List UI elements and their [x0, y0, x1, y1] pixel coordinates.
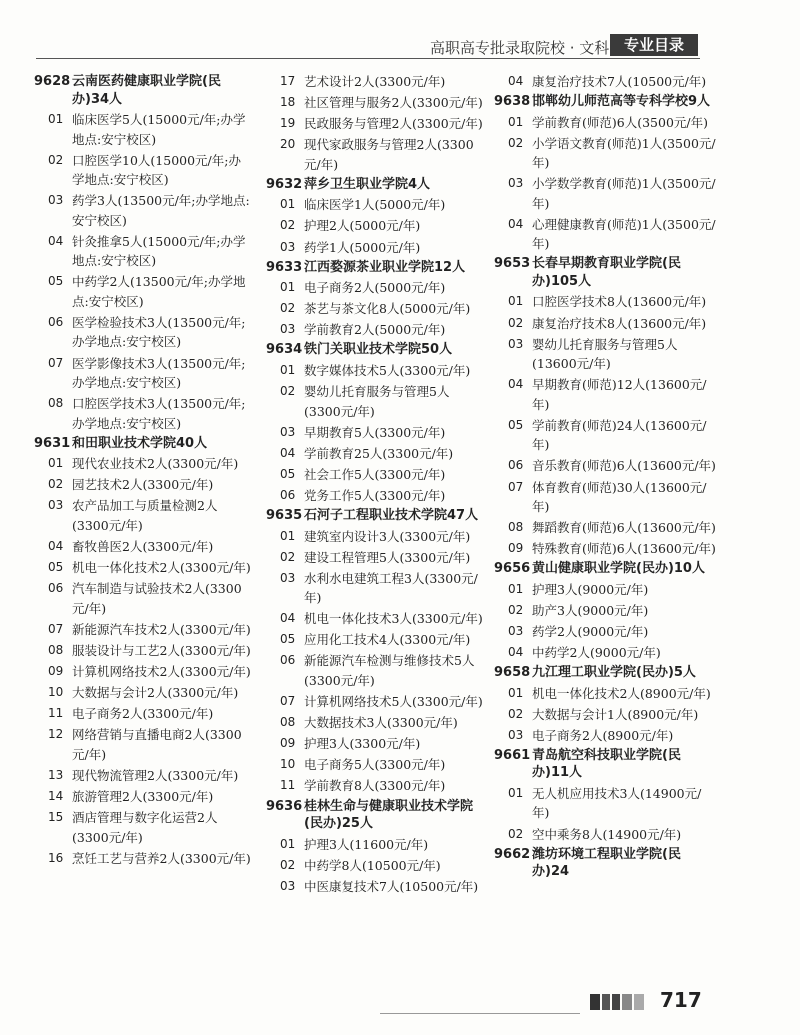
major-item	[266, 486, 484, 506]
school-heading	[266, 507, 484, 525]
major-number: 05	[280, 632, 296, 647]
major-item	[34, 313, 252, 352]
major-item	[34, 354, 252, 393]
major-item	[494, 478, 716, 517]
major-number: 01	[280, 362, 296, 377]
major-number: 04	[48, 233, 64, 248]
major-number: 03	[280, 322, 296, 337]
school-name: 和田职业技术学院40人	[72, 435, 208, 451]
major-number: 05	[280, 466, 296, 481]
major-number: 04	[508, 645, 524, 660]
major-item	[266, 734, 484, 754]
major-item	[34, 725, 252, 764]
major-number: 13	[48, 767, 64, 782]
major-number: 07	[280, 694, 296, 709]
footer-bar	[622, 994, 632, 1010]
major-text: 学前教育(师范)6人(3500元/年)	[532, 114, 708, 130]
major-number: 05	[48, 274, 64, 289]
major-number: 05	[508, 417, 524, 432]
school-name: 潍坊环境工程职业学院(民办)24	[532, 846, 681, 880]
major-number: 20	[280, 137, 296, 152]
major-item	[266, 755, 484, 775]
major-item	[494, 335, 716, 374]
major-text: 口腔医学技术3人(13500元/年;办学地点:安宁校区)	[72, 396, 246, 431]
footer-bar	[602, 994, 610, 1010]
school-code: 9634	[266, 342, 303, 358]
major-text: 小学数学教育(师范)1人(3500元/年)	[532, 176, 716, 211]
major-number: 03	[280, 570, 296, 585]
major-text: 体育教育(师范)30人(13600元/年)	[532, 479, 707, 515]
major-text: 党务工作5人(3300元/年)	[304, 487, 446, 503]
major-item	[266, 548, 484, 568]
major-number: 02	[280, 857, 296, 872]
school-heading	[266, 176, 484, 194]
major-number: 15	[48, 810, 64, 825]
major-number: 04	[508, 377, 524, 392]
major-number: 03	[280, 878, 296, 893]
major-number: 02	[508, 602, 524, 617]
major-number: 08	[48, 642, 64, 657]
school-name: 云南医药健康职业学院(民办)34人	[72, 74, 221, 107]
school-name: 江西婺源茶业职业学院12人	[304, 259, 466, 275]
major-text: 新能源汽车检测与维修技术5人(3300元/年)	[304, 653, 475, 688]
school-name: 九江理工职业学院(民办)5人	[532, 665, 696, 681]
major-text: 中医康复技术7人(10500元/年)	[304, 878, 479, 894]
major-text: 园艺技术2人(3300元/年)	[72, 477, 214, 493]
major-text: 机电一体化技术2人(3300元/年)	[72, 560, 251, 576]
major-item	[34, 232, 252, 271]
major-text: 现代物流管理2人(3300元/年)	[72, 767, 239, 783]
school-heading	[266, 798, 484, 833]
major-number: 09	[508, 541, 524, 556]
major-text: 旅游管理2人(3300元/年)	[72, 788, 214, 804]
major-text: 小学语文教育(师范)1人(3500元/年)	[532, 135, 716, 171]
major-item	[266, 216, 484, 236]
major-text: 无人机应用技术3人(14900元/年)	[532, 785, 702, 821]
major-item	[266, 651, 484, 690]
page-number: 717	[660, 988, 702, 1012]
major-text: 护理2人(5000元/年)	[304, 218, 421, 234]
major-item	[494, 580, 716, 600]
major-text: 民政服务与管理2人(3300元/年)	[304, 116, 483, 132]
major-number: 01	[48, 456, 64, 471]
major-item	[494, 684, 716, 704]
major-text: 应用化工技术4人(3300元/年)	[304, 632, 471, 648]
major-number: 02	[508, 706, 524, 721]
major-text: 护理3人(11600元/年)	[304, 836, 429, 852]
major-item	[34, 191, 252, 230]
major-number: 03	[280, 239, 296, 254]
school-code: 9632	[266, 176, 303, 192]
major-text: 口腔医学10人(15000元/年;办学地点:安宁校区)	[72, 152, 241, 188]
major-item	[34, 662, 252, 682]
major-number: 01	[508, 581, 524, 596]
major-text: 药学3人(13500元/年;办学地点:安宁校区)	[72, 193, 250, 228]
major-text: 新能源汽车技术2人(3300元/年)	[72, 621, 251, 637]
school-name: 黄山健康职业学院(民办)10人	[532, 561, 705, 577]
major-item	[266, 465, 484, 485]
major-text: 建设工程管理5人(3300元/年)	[304, 549, 471, 565]
major-text: 音乐教育(师范)6人(13600元/年)	[532, 458, 716, 474]
major-text: 康复治疗技术8人(13600元/年)	[532, 315, 707, 331]
major-item	[266, 382, 484, 421]
major-number: 01	[508, 785, 524, 800]
major-text: 机电一体化技术3人(3300元/年)	[304, 611, 483, 627]
school-code: 9638	[494, 94, 531, 110]
major-number: 04	[280, 445, 296, 460]
major-number: 02	[280, 549, 296, 564]
major-number: 03	[508, 624, 524, 638]
major-number: 05	[48, 560, 64, 575]
major-text: 早期教育5人(3300元/年)	[304, 424, 446, 440]
major-item	[266, 135, 484, 174]
major-number: 06	[508, 458, 524, 473]
school-code: 9656	[494, 561, 531, 577]
major-item	[494, 601, 716, 621]
major-text: 药学2人(9000元/年)	[532, 624, 649, 639]
major-text: 中药学2人(9000元/年)	[532, 645, 661, 661]
major-item	[266, 569, 484, 608]
major-number: 08	[48, 396, 64, 411]
major-number: 12	[48, 727, 64, 742]
major-item	[494, 416, 716, 455]
major-text: 大数据技术3人(3300元/年)	[304, 715, 458, 731]
major-item	[34, 394, 252, 433]
major-text: 艺术设计2人(3300元/年)	[304, 74, 446, 89]
school-heading	[494, 747, 716, 782]
major-item	[266, 320, 484, 340]
major-text: 大数据与会计1人(8900元/年)	[532, 706, 699, 722]
school-heading	[494, 560, 716, 578]
major-number: 04	[508, 216, 524, 231]
major-item	[494, 134, 716, 173]
major-text: 网络营销与直播电商2人(3300元/年)	[72, 727, 242, 762]
major-number: 07	[508, 479, 524, 494]
section-tag: 专业目录	[610, 34, 698, 56]
major-text: 婴幼儿托育服务与管理5人(3300元/年)	[304, 384, 450, 419]
major-item	[494, 72, 716, 92]
school-heading	[266, 341, 484, 359]
major-text: 口腔医学技术8人(13600元/年)	[532, 294, 707, 310]
major-number: 04	[48, 539, 64, 554]
school-code: 9662	[494, 846, 531, 862]
major-number: 10	[48, 685, 64, 700]
major-text: 学前教育2人(5000元/年)	[304, 322, 446, 338]
major-item	[34, 641, 252, 661]
major-item	[34, 787, 252, 807]
major-number: 01	[508, 294, 524, 309]
major-text: 临床医学5人(15000元/年;办学地点:安宁校区)	[72, 112, 246, 147]
school-name: 青岛航空科技职业学院(民办)11人	[532, 747, 681, 781]
major-item	[34, 579, 252, 618]
major-text: 汽车制造与试验技术2人(3300元/年)	[72, 581, 242, 616]
major-item	[266, 609, 484, 629]
school-name: 桂林生命与健康职业技术学院(民办)25人	[304, 798, 474, 832]
major-item	[34, 110, 252, 149]
major-item	[494, 456, 716, 476]
major-text: 中药学8人(10500元/年)	[304, 857, 441, 873]
school-heading	[494, 664, 716, 682]
column-left	[34, 72, 252, 870]
major-number: 03	[508, 336, 524, 351]
major-item	[494, 215, 716, 254]
major-item	[266, 713, 484, 733]
major-text: 水利水电建筑工程3人(3300元/年)	[304, 570, 478, 606]
major-text: 助产3人(9000元/年)	[532, 602, 649, 618]
major-item	[34, 537, 252, 557]
major-number: 08	[508, 520, 524, 535]
major-number: 02	[280, 218, 296, 233]
major-text: 药学1人(5000元/年)	[304, 239, 421, 255]
major-text: 医学影像技术3人(13500元/年;办学地点:安宁校区)	[72, 355, 246, 391]
major-number: 18	[280, 95, 296, 110]
major-number: 02	[280, 384, 296, 399]
major-number: 02	[508, 315, 524, 330]
header-rule	[36, 58, 700, 59]
major-text: 电子商务5人(3300元/年)	[304, 757, 446, 773]
major-item	[34, 272, 252, 311]
major-text: 护理3人(3300元/年)	[304, 736, 421, 752]
major-item	[34, 704, 252, 724]
school-code: 9653	[494, 256, 531, 272]
major-item	[266, 877, 484, 897]
major-number: 03	[508, 727, 524, 742]
major-item	[34, 454, 252, 474]
major-text: 康复治疗技术7人(10500元/年)	[532, 74, 707, 89]
footer-bar	[634, 994, 644, 1010]
major-text: 早期教育(师范)12人(13600元/年)	[532, 377, 707, 412]
major-item	[494, 539, 716, 559]
major-item	[34, 496, 252, 535]
major-item	[266, 630, 484, 650]
major-number: 06	[48, 581, 64, 596]
major-number: 02	[508, 135, 524, 150]
major-number: 06	[280, 487, 296, 502]
major-number: 01	[508, 685, 524, 700]
major-item	[266, 835, 484, 855]
major-text: 烹饪工艺与营养2人(3300元/年)	[72, 850, 251, 866]
school-heading	[34, 435, 252, 453]
major-text: 婴幼儿托育服务与管理5人(13600元/年)	[532, 336, 678, 372]
major-item	[494, 622, 716, 642]
major-text: 空中乘务8人(14900元/年)	[532, 826, 682, 842]
major-item	[34, 475, 252, 495]
major-number: 01	[508, 114, 524, 129]
major-item	[34, 558, 252, 578]
school-name: 铁门关职业技术学院50人	[304, 342, 453, 358]
major-text: 服装设计与工艺2人(3300元/年)	[72, 642, 251, 658]
major-text: 计算机网络技术5人(3300元/年)	[304, 694, 483, 710]
major-text: 大数据与会计2人(3300元/年)	[72, 685, 239, 701]
major-number: 03	[48, 498, 64, 513]
column-right	[494, 72, 716, 883]
major-text: 社区管理与服务2人(3300元/年)	[304, 95, 483, 111]
major-item	[34, 683, 252, 703]
school-code: 9633	[266, 259, 303, 275]
major-number: 11	[48, 706, 64, 721]
major-item	[266, 93, 484, 113]
school-heading	[34, 73, 252, 108]
major-text: 学前教育(师范)24人(13600元/年)	[532, 417, 707, 453]
school-heading	[494, 93, 716, 111]
major-item	[494, 784, 716, 823]
major-item	[266, 361, 484, 381]
major-text: 护理3人(9000元/年)	[532, 581, 649, 597]
major-text: 数字媒体技术5人(3300元/年)	[304, 362, 471, 378]
school-heading	[494, 846, 716, 881]
major-number: 02	[48, 477, 64, 492]
school-code: 9628	[34, 74, 71, 89]
major-number: 06	[48, 314, 64, 329]
school-code: 9635	[266, 508, 303, 523]
major-text: 临床医学1人(5000元/年)	[304, 197, 446, 213]
major-item	[34, 766, 252, 786]
major-item	[494, 705, 716, 725]
major-number: 02	[280, 301, 296, 316]
major-item	[266, 299, 484, 319]
major-number: 02	[508, 826, 524, 841]
major-item	[494, 825, 716, 845]
major-text: 针灸推拿5人(15000元/年;办学地点:安宁校区)	[72, 233, 246, 269]
major-item	[494, 314, 716, 334]
major-item	[266, 856, 484, 876]
column-middle	[266, 72, 484, 898]
school-code: 9661	[494, 747, 531, 763]
major-text: 社会工作5人(3300元/年)	[304, 466, 446, 482]
major-item	[494, 518, 716, 538]
major-number: 04	[280, 611, 296, 626]
major-item	[266, 278, 484, 298]
major-number: 01	[280, 197, 296, 212]
major-item	[34, 808, 252, 847]
major-item	[266, 72, 484, 92]
school-code: 9658	[494, 665, 531, 681]
school-name: 石河子工程职业技术学院47人	[304, 508, 479, 523]
school-heading	[266, 259, 484, 277]
major-text: 学前教育25人(3300元/年)	[304, 445, 454, 461]
major-number: 01	[280, 836, 296, 851]
major-text: 建筑室内设计3人(3300元/年)	[304, 528, 471, 544]
footer-rule	[380, 1013, 580, 1014]
major-item	[266, 195, 484, 215]
footer-bar	[612, 994, 620, 1010]
major-text: 现代家政服务与管理2人(3300元/年)	[304, 137, 474, 172]
major-item	[494, 643, 716, 663]
major-number: 01	[48, 112, 64, 126]
major-text: 学前教育8人(3300元/年)	[304, 778, 446, 794]
major-text: 畜牧兽医2人(3300元/年)	[72, 539, 214, 555]
major-number: 09	[280, 736, 296, 751]
major-item	[494, 174, 716, 213]
major-number: 06	[280, 653, 296, 668]
major-text: 舞蹈教育(师范)6人(13600元/年)	[532, 520, 716, 536]
major-item	[266, 444, 484, 464]
major-number: 09	[48, 664, 64, 678]
major-item	[494, 292, 716, 312]
major-number: 16	[48, 850, 64, 865]
major-number: 02	[48, 152, 64, 167]
major-text: 茶艺与茶文化8人(5000元/年)	[304, 301, 471, 317]
major-number: 10	[280, 757, 296, 772]
major-text: 现代农业技术2人(3300元/年)	[72, 456, 239, 472]
major-item	[34, 620, 252, 640]
major-number: 07	[48, 621, 64, 636]
major-text: 电子商务2人(3300元/年)	[72, 706, 214, 722]
major-item	[266, 527, 484, 547]
header-title: 高职高专批录取院校 · 文科	[430, 39, 610, 57]
major-number: 14	[48, 788, 64, 803]
major-item	[34, 849, 252, 869]
major-number: 03	[508, 176, 524, 191]
major-number: 19	[280, 116, 296, 131]
school-name: 长春早期教育职业学院(民办)105人	[532, 256, 681, 289]
major-item	[266, 776, 484, 796]
major-text: 计算机网络技术2人(3300元/年)	[72, 664, 251, 679]
school-heading	[494, 255, 716, 290]
major-text: 农产品加工与质量检测2人(3300元/年)	[72, 498, 218, 533]
major-text: 心理健康教育(师范)1人(3500元/年)	[532, 216, 716, 252]
major-text: 特殊教育(师范)6人(13600元/年)	[532, 541, 716, 557]
major-number: 03	[48, 193, 64, 208]
major-item	[266, 423, 484, 443]
major-item	[34, 151, 252, 190]
major-text: 中药学2人(13500元/年;办学地点:安宁校区)	[72, 274, 246, 309]
major-item	[266, 692, 484, 712]
major-number: 01	[280, 528, 296, 543]
major-number: 11	[280, 778, 296, 793]
major-number: 04	[508, 74, 524, 88]
major-text: 电子商务2人(8900元/年)	[532, 727, 674, 743]
major-number: 01	[280, 280, 296, 295]
major-item	[266, 114, 484, 134]
major-number: 17	[280, 74, 296, 88]
school-name: 邯郸幼儿师范高等专科学校9人	[532, 94, 711, 110]
major-item	[266, 238, 484, 258]
major-item	[494, 113, 716, 133]
major-text: 医学检验技术3人(13500元/年;办学地点:安宁校区)	[72, 314, 246, 350]
major-item	[494, 375, 716, 414]
major-text: 机电一体化技术2人(8900元/年)	[532, 685, 711, 701]
major-number: 07	[48, 355, 64, 370]
major-text: 电子商务2人(5000元/年)	[304, 280, 446, 296]
major-number: 03	[280, 424, 296, 439]
school-code: 9636	[266, 798, 303, 814]
major-item	[494, 726, 716, 746]
school-name: 萍乡卫生职业学院4人	[304, 176, 431, 192]
footer-bar	[590, 994, 600, 1010]
major-text: 酒店管理与数字化运营2人(3300元/年)	[72, 810, 218, 845]
school-code: 9631	[34, 435, 71, 451]
major-number: 08	[280, 715, 296, 730]
